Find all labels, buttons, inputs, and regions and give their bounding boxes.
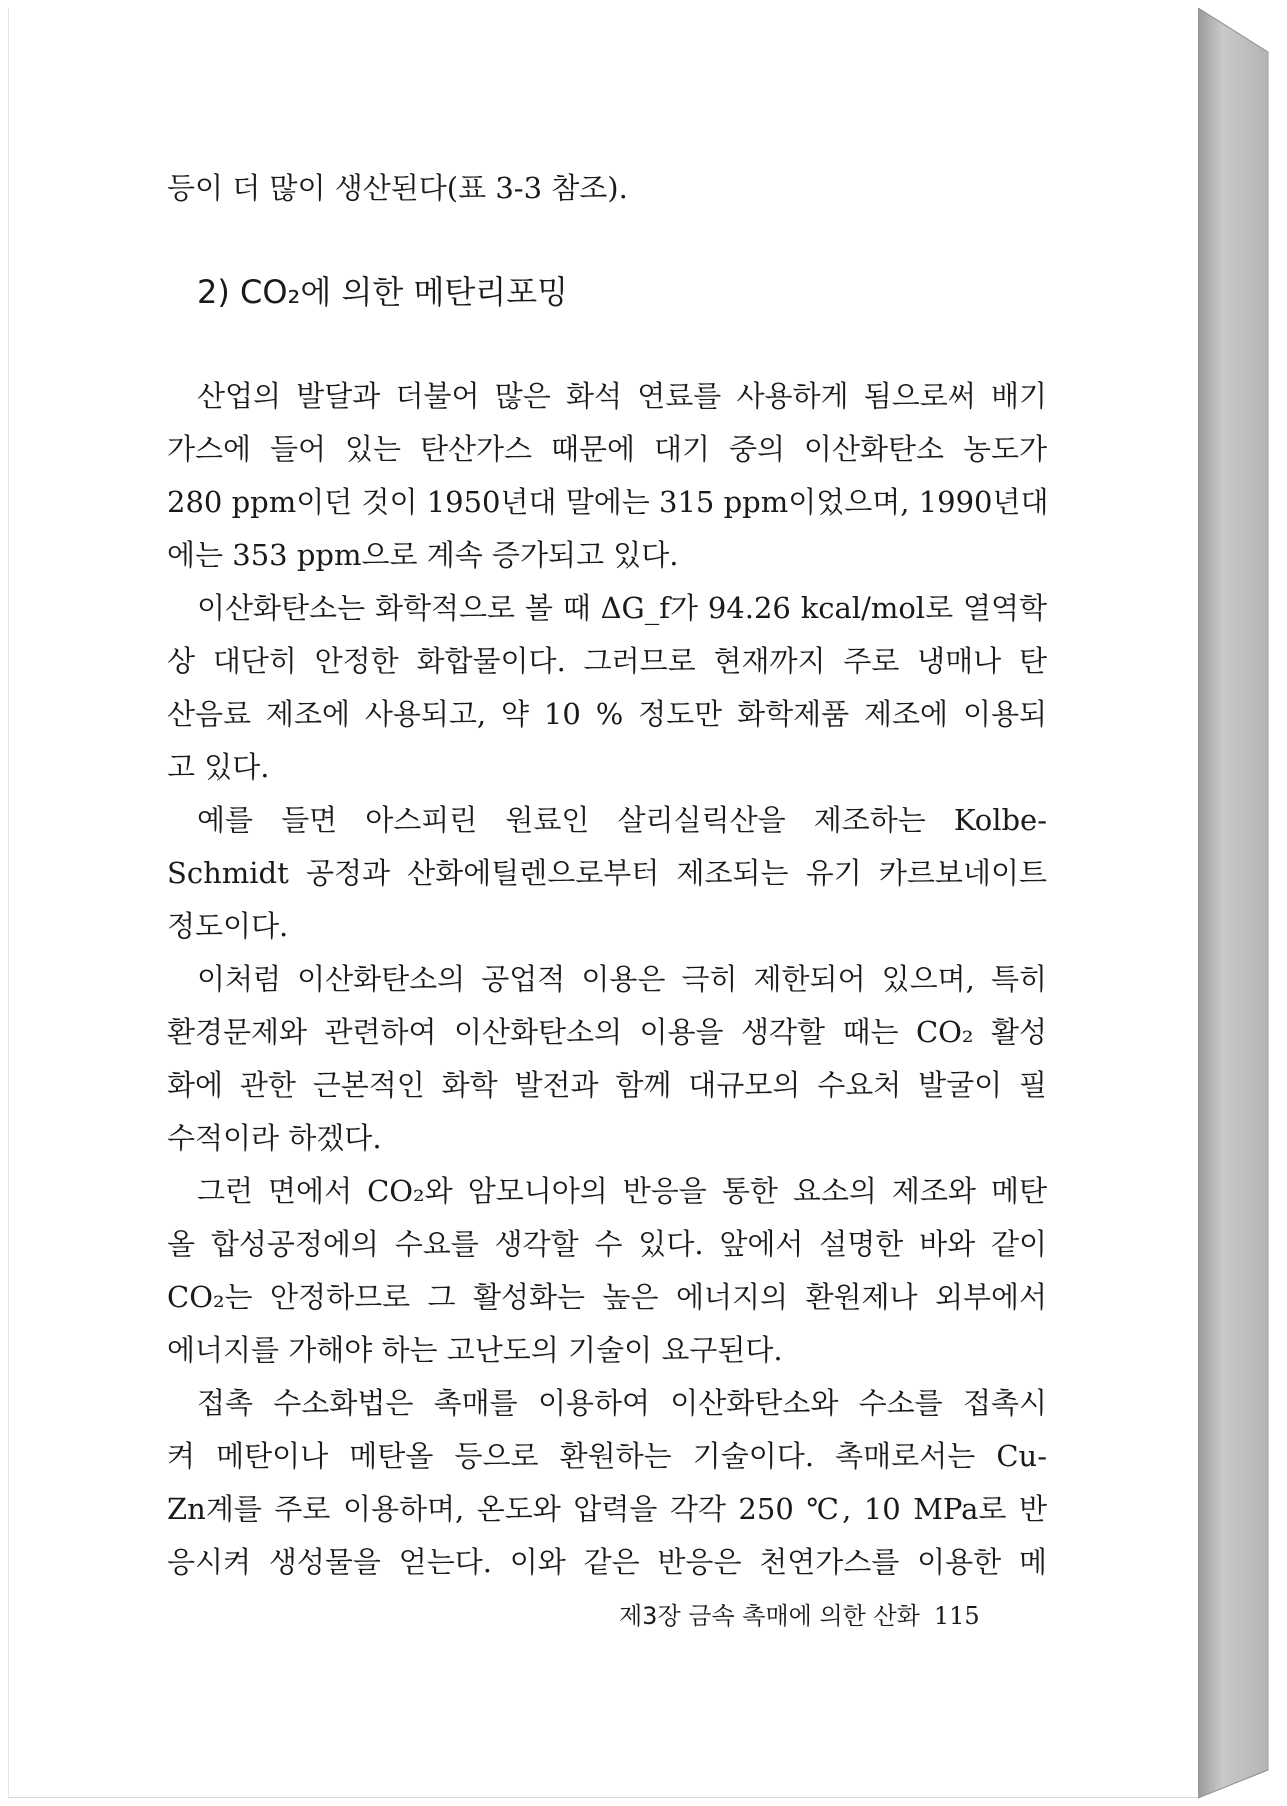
text-line: 에는 353 ppm으로 계속 증가되고 있다.	[167, 538, 679, 572]
text-line: 그런 면에서 CO₂와 암모니아의 반응을 통한 요소의 제조와 메탄	[197, 1174, 1047, 1208]
text-line: 이처럼 이산화탄소의 공업적 이용은 극히 제한되어 있으며, 특히	[197, 962, 1047, 996]
text-line: 산음료 제조에 사용되고, 약 10 % 정도만 화학제품 제조에 이용되	[167, 697, 1047, 731]
book-edge-shape	[1198, 8, 1282, 1800]
page-footer	[619, 1600, 980, 1632]
text-line: 화에 관한 근본적인 화학 발전과 함께 대규모의 수요처 발굴이 필	[167, 1068, 1047, 1102]
text-line: 환경문제와 관련하여 이산화탄소의 이용을 생각할 때는 CO₂ 활성	[167, 1015, 1047, 1049]
text-line: 응시켜 생성물을 얻는다. 이와 같은 반응은 천연가스를 이용한 메	[167, 1545, 1047, 1579]
section-heading: 2) CO₂에 의한 메탄리포밍	[197, 273, 569, 311]
text-line: 정도이다.	[167, 909, 289, 943]
text-line: 켜 메탄이나 메탄올 등으로 환원하는 기술이다. 촉매로서는 Cu-	[167, 1439, 1047, 1473]
text-line: Zn계를 주로 이용하며, 온도와 압력을 각각 250 ℃, 10 MPa로 반	[167, 1492, 1047, 1526]
text-line: 예를 들면 아스피린 원료인 살리실릭산을 제조하는 Kolbe-	[197, 803, 1047, 837]
book-page	[8, 8, 1198, 1798]
text-line: CO₂는 안정하므로 그 활성화는 높은 에너지의 환원제나 외부에서	[167, 1280, 1047, 1314]
text-line: Schmidt 공정과 산화에틸렌으로부터 제조되는 유기 카르보네이트	[167, 856, 1047, 890]
text-line: 산업의 발달과 더불어 많은 화석 연료를 사용하게 됨으로써 배기	[197, 379, 1047, 413]
chapter-title: 제3장 금속 촉매에 의한 산화	[619, 1602, 920, 1630]
text-line: 이산화탄소는 화학적으로 볼 때 ΔG_f가 94.26 kcal/mol로 열역학	[197, 591, 1047, 625]
text-line: 상 대단히 안정한 화합물이다. 그러므로 현재까지 주로 냉매나 탄	[167, 644, 1047, 678]
text-line: 280 ppm이던 것이 1950년대 말에는 315 ppm이었으며, 1990년대	[167, 485, 1049, 519]
page-number: 115	[933, 1602, 980, 1630]
text-line: 수적이라 하겠다.	[167, 1121, 382, 1155]
text-line: 올 합성공정에의 수요를 생각할 수 있다. 앞에서 설명한 바와 같이	[167, 1227, 1047, 1261]
text-line: 고 있다.	[167, 750, 270, 784]
text-line: 접촉 수소화법은 촉매를 이용하여 이산화탄소와 수소를 접촉시	[197, 1386, 1047, 1420]
text-line: 등이 더 많이 생산된다(표 3-3 참조).	[167, 171, 628, 205]
text-line: 가스에 들어 있는 탄산가스 때문에 대기 중의 이산화탄소 농도가	[167, 432, 1047, 466]
text-line: 에너지를 가해야 하는 고난도의 기술이 요구된다.	[167, 1333, 783, 1367]
